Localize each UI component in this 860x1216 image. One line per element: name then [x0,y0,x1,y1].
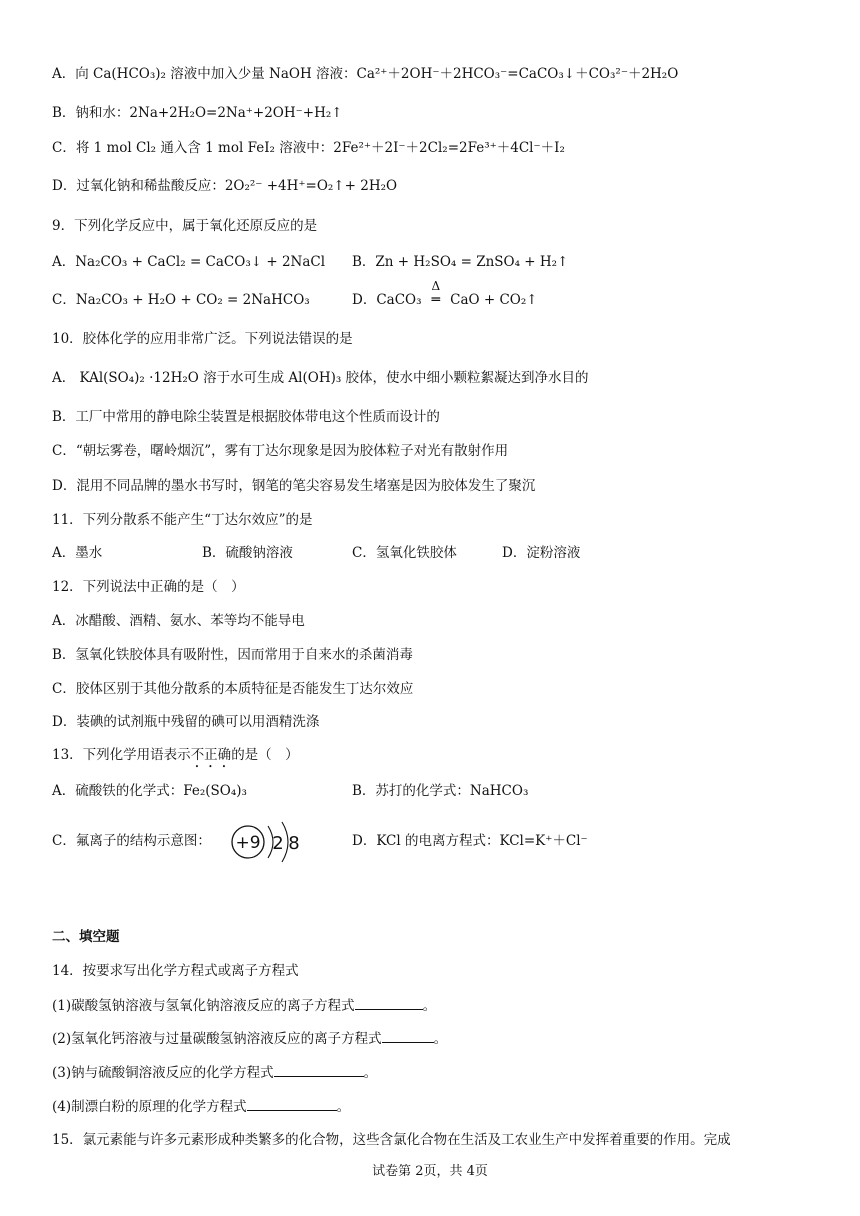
q9-option-d-suffix: CaO + CO₂↑ [450,292,538,308]
q11-option-a: A．墨水 [52,545,103,561]
q10-option-d: D．混用不同品牌的墨水书写时，钢笔的笔尖容易发生堵塞是因为胶体发生了聚沉 [52,478,536,494]
q10-option-c: C．“朝坛雾卷，曙岭烟沉”，雾有丁达尔现象是因为胶体粒子对光有散射作用 [52,443,509,459]
q8-option-b: B．钠和水：2Na+2H₂O=2Na⁺+2OH⁻+H₂↑ [52,105,343,121]
page-footer: 试卷第 2页，共 4页 [372,1164,488,1179]
answer-blank[interactable] [247,1096,337,1111]
q11-stem: 11．下列分散系不能产生“丁达尔效应”的是 [52,512,313,528]
answer-blank[interactable] [382,1028,434,1043]
q13-option-a: A．硫酸铁的化学式：Fe₂(SO₄)₃ [52,783,247,799]
q14-part-3-text: (3)钠与硫酸铜溶液反应的化学方程式 [52,1065,274,1081]
answer-blank[interactable] [274,1062,364,1077]
q11-option-b: B．硫酸钠溶液 [202,545,293,561]
section-title: 二、填空题 [52,929,120,945]
q14-stem: 14．按要求写出化学方程式或离子方程式 [52,963,299,979]
q9-option-a: A．Na₂CO₃ + CaCl₂ = CaCO₃↓ + 2NaCl [52,254,326,270]
q12-stem: 12．下列说法中正确的是（ ） [52,579,245,595]
q14-part-1-end: 。 [422,998,437,1014]
fluoride-ion-structure-diagram [228,819,312,865]
q11-option-c: C．氢氧化铁胶体 [352,545,457,561]
equals-sign: ═ [431,292,441,308]
q8-option-c: C．将 1 mol Cl₂ 通入含 1 mol FeI₂ 溶液中：2Fe²⁺＋2I⁻＋2Cl₂=2Fe³⁺＋4Cl⁻＋I₂ [52,140,565,156]
answer-blank[interactable] [355,995,423,1010]
q13-stem [52,745,820,771]
q14-part-3 [52,1062,820,1083]
q9-option-d [352,279,538,310]
q14-part-3-end: 。 [363,1065,378,1081]
q13-option-d: D．KCl 的电离方程式：KCl=K⁺＋Cl⁻ [352,833,588,849]
q15-stem: 15．氯元素能与许多元素形成种类繁多的化合物，这些含氯化合物在生活及工农业生产中发挥着重要的作用。完成 [52,1132,731,1148]
q14-part-2-end: 。 [433,1031,448,1047]
q14-part-2 [52,1028,820,1049]
q9-option-c: C．Na₂CO₃ + H₂O + CO₂ = 2NaHCO₃ [52,292,310,308]
q8-option-d: D．过氧化钠和稀盐酸反应：2O₂²⁻ +4H⁺=O₂↑+ 2H₂O [52,178,398,194]
q13-option-b: B．苏打的化学式：NaHCO₃ [352,783,529,799]
q10-stem: 10．胶体化学的应用非常广泛。下列说法错误的是 [52,331,353,347]
q12-option-a: A．冰醋酸、酒精、氨水、苯等均不能导电 [52,613,305,629]
q10-option-b: B．工厂中常用的静电除尘装置是根据胶体带电这个性质而设计的 [52,409,440,425]
q13-option-c: C．氟离子的结构示意图： [52,833,211,849]
q11-option-d: D．淀粉溶液 [502,545,581,561]
q14-part-4-end: 。 [336,1099,351,1115]
q14-part-4-text: (4)制漂白粉的原理的化学方程式 [52,1099,247,1115]
q12-option-b: B．氢氧化铁胶体具有吸附性，因而常用于自来水的杀菌消毒 [52,647,413,663]
q12-option-d: D．装碘的试剂瓶中残留的碘可以用酒精洗涤 [52,714,320,730]
electron-shell-2-count: 8 [288,833,300,854]
q9-option-d-prefix: D．CaCO₃ [352,292,422,308]
electron-shell-1-count: 2 [272,833,284,854]
q8-option-a: A．向 Ca(HCO₃)₂ 溶液中加入少量 NaOH 溶液：Ca²⁺＋2OH⁻＋2HCO₃⁻=CaCO₃↓＋CO₃²⁻＋2H₂O [52,66,679,82]
heating-symbol [426,279,446,310]
q14-part-1 [52,995,820,1016]
delta-sign: Δ [431,279,441,293]
q12-option-c: C．胶体区别于其他分散系的本质特征是否能发生丁达尔效应 [52,681,414,697]
q9-option-b: B．Zn + H₂SO₄ = ZnSO₄ + H₂↑ [352,254,569,270]
q13-stem-pre: 13．下列化学用语表示 [52,747,191,763]
q13-stem-post: 的是（ ） [231,747,299,763]
q13-stem-emphasis: 不正确 [190,747,232,763]
nucleus-charge: +9 [235,833,261,853]
q10-option-a: A． KAl(SO₄)₂ ·12H₂O 溶于水可生成 Al(OH)₃ 胶体，使水中细小颗粒絮凝达到净水目的 [52,370,589,386]
q9-stem: 9．下列化学反应中，属于氧化还原反应的是 [52,218,318,234]
q14-part-1-text: (1)碳酸氢钠溶液与氢氧化钠溶液反应的离子方程式 [52,998,355,1014]
q14-part-2-text: (2)氢氧化钙溶液与过量碳酸氢钠溶液反应的离子方程式 [52,1031,382,1047]
q14-part-4 [52,1096,820,1117]
